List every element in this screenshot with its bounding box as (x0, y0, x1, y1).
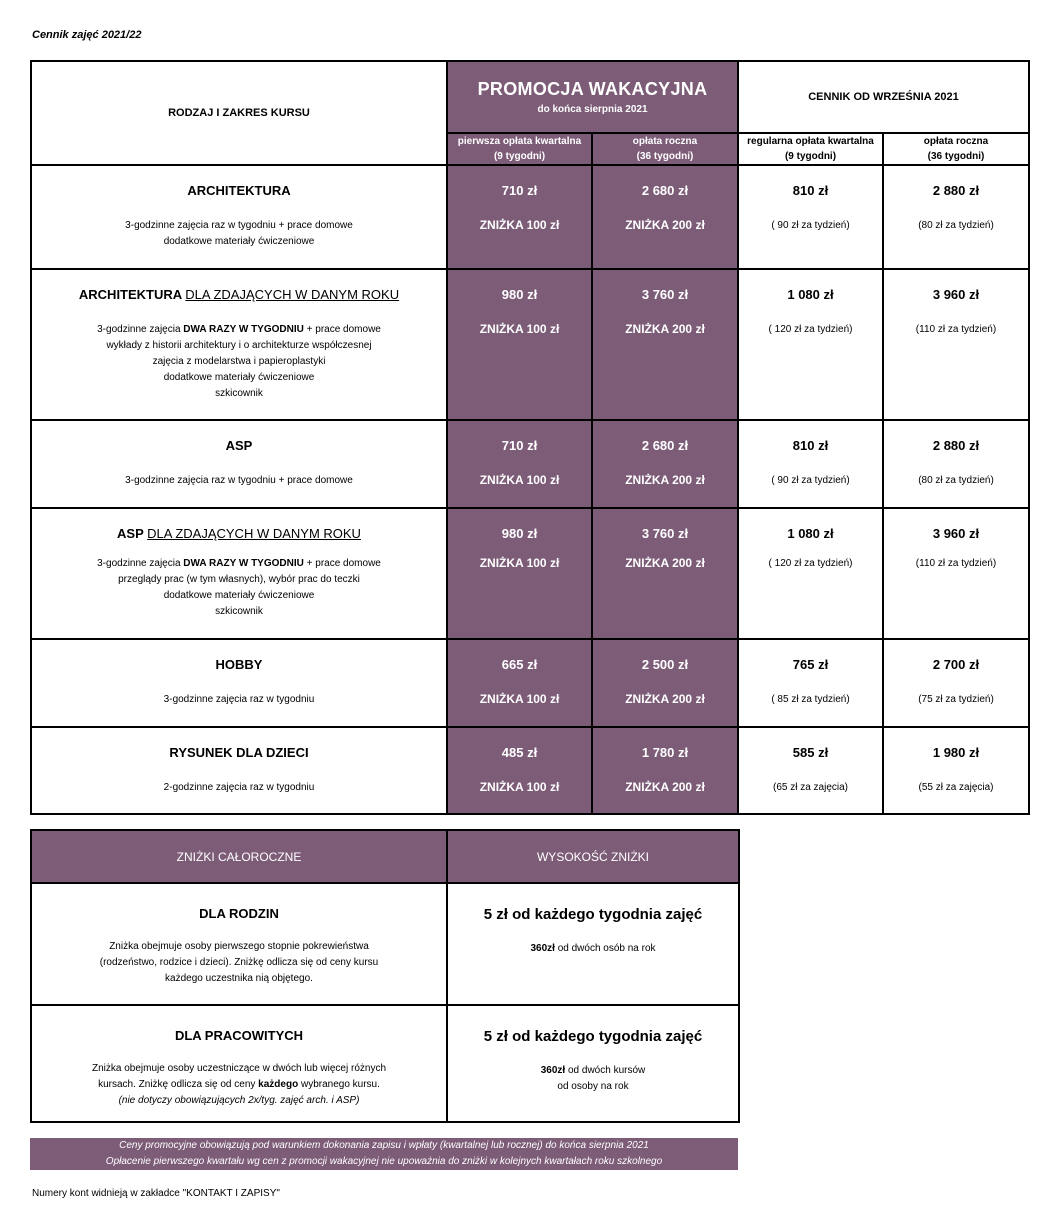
promo-quarterly-cell (447, 165, 592, 269)
family-discount-amount-cell (447, 883, 739, 1005)
price: 585 zł (792, 745, 829, 760)
price: 2 700 zł (932, 657, 980, 672)
table-row (31, 508, 1029, 639)
table-row (31, 639, 1029, 727)
regular-yearly-cell (883, 639, 1029, 727)
header-line: (36 tygodni) (927, 151, 985, 162)
price: 980 zł (501, 287, 538, 302)
regular-yearly-cell (883, 165, 1029, 269)
table-row (31, 1005, 739, 1122)
discount-badge: ZNIŻKA 100 zł (479, 473, 560, 487)
per-week: ( 120 zł za tydzień) (768, 558, 853, 569)
course-description: 3-godzinne zajęcia raz w tygodniu (163, 694, 315, 705)
document-title: Cennik zajęć 2021/22 (32, 29, 142, 41)
price: 485 zł (501, 745, 538, 760)
header-line: opłata roczna (632, 136, 698, 147)
discount-badge: ZNIŻKA 200 zł (625, 780, 705, 794)
bank-accounts-note: Numery kont widnieją w zakładce "KONTAKT I ZAPISY" (32, 1188, 280, 1199)
promo-yearly-cell (592, 727, 738, 814)
table-row (31, 165, 1029, 269)
regular-yearly-cell (883, 508, 1029, 639)
price: 2 880 zł (932, 438, 980, 453)
course-cell (31, 508, 447, 639)
promo-title: PROMOCJA WAKACYJNA (477, 79, 708, 99)
price: 2 880 zł (932, 183, 980, 198)
price: 3 960 zł (932, 287, 980, 302)
course-title: ASP (225, 438, 253, 453)
price: 980 zł (501, 526, 538, 541)
per-week: ( 90 zł za tydzień) (771, 220, 850, 231)
discount-amount-header: WYSOKOŚĆ ZNIŻKI (447, 830, 739, 883)
discount-badge: ZNIŻKA 200 zł (625, 322, 705, 336)
table-row (31, 883, 739, 1005)
footer-line: Ceny promocyjne obowiązują pod warunkiem dokonania zapisu i wpłaty (kwartalnej lub rocznej) do końca sierpnia 2021 (119, 1140, 649, 1151)
course-description: 3-godzinne zajęcia raz w tygodniu + prace domowe dodatkowe materiały ćwiczeniowe (125, 220, 353, 247)
promo-quarterly-cell (447, 269, 592, 420)
promo-quarterly-cell (447, 420, 592, 508)
per-week: ( 120 zł za tydzień) (768, 324, 853, 335)
per-week: ( 85 zł za tydzień) (771, 694, 850, 705)
discount-badge: ZNIŻKA 100 zł (479, 780, 560, 794)
hardworking-discount-amount-cell (447, 1005, 739, 1122)
discounts-header: ZNIŻKI CAŁOROCZNE (31, 830, 447, 883)
header-line: (36 tygodni) (636, 151, 694, 162)
table-row (31, 727, 1029, 814)
discount-amount: 5 zł od każdego tygodnia zajęć (483, 906, 703, 923)
regular-yearly-cell (883, 420, 1029, 508)
price: 2 680 zł (641, 438, 689, 453)
family-discount-cell (31, 883, 447, 1005)
promo-subtitle: do końca sierpnia 2021 (537, 104, 648, 115)
per-week: (110 zł za tydzień) (915, 324, 997, 335)
price-table (30, 60, 1030, 815)
discount-note: 360zł od dwóch kursów od osoby na rok (540, 1065, 646, 1092)
course-cell (31, 639, 447, 727)
discount-badge: ZNIŻKA 200 zł (625, 218, 705, 232)
price: 765 zł (792, 657, 829, 672)
course-column-header: RODZAJ I ZAKRES KURSU (31, 61, 447, 165)
header-line: (9 tygodni) (493, 151, 546, 162)
price: 3 760 zł (641, 526, 689, 541)
promo-quarterly-cell (447, 639, 592, 727)
promo-yearly-header (592, 133, 738, 165)
price: 1 780 zł (641, 745, 689, 760)
regular-quarterly-cell (738, 269, 883, 420)
regular-quarterly-cell (738, 508, 883, 639)
table-row (31, 269, 1029, 420)
course-title: ARCHITEKTURA DLA ZDAJĄCYCH W DANYM ROKU (78, 287, 400, 302)
regular-quarterly-header (738, 133, 883, 165)
table-row (31, 420, 1029, 508)
course-description: 2-godzinne zajęcia raz w tygodniu (163, 782, 315, 793)
course-cell (31, 165, 447, 269)
per-week: ( 90 zł za tydzień) (771, 475, 850, 486)
header-line: (9 tygodni) (784, 151, 837, 162)
promo-conditions-box (30, 1138, 738, 1170)
header-line: pierwsza opłata kwartalna (457, 136, 582, 147)
per-week: (55 zł za zajęcia) (918, 782, 994, 793)
discounts-table (30, 829, 740, 1123)
promo-yearly-cell (592, 639, 738, 727)
discount-badge: ZNIŻKA 100 zł (479, 322, 560, 336)
per-week: (110 zł za tydzień) (915, 558, 997, 569)
promo-yearly-cell (592, 420, 738, 508)
discount-badge: ZNIŻKA 200 zł (625, 556, 705, 570)
promo-quarterly-cell (447, 508, 592, 639)
footer-line: Opłacenie pierwszego kwartału wg cen z promocji wakacyjnej nie upoważnia do zniżki w kolejnych kwartałach roku szkolnego (105, 1156, 663, 1167)
price: 3 760 zł (641, 287, 689, 302)
course-description: 3-godzinne zajęcia raz w tygodniu + prace domowe (125, 475, 353, 486)
course-cell (31, 269, 447, 420)
discount-description: Zniżka obejmuje osoby pierwszego stopnie pokrewieństwa (rodzeństwo, rodzice i dzieci). Zniżkę odlicza się od ceny kursu każdego uczestnika nią objętego. (99, 941, 379, 984)
discount-title: DLA RODZIN (199, 906, 279, 921)
regular-quarterly-cell (738, 639, 883, 727)
regular-quarterly-cell (738, 420, 883, 508)
price: 1 980 zł (932, 745, 980, 760)
promo-yearly-cell (592, 508, 738, 639)
discount-badge: ZNIŻKA 100 zł (479, 692, 560, 706)
promo-yearly-cell (592, 269, 738, 420)
course-description: 3-godzinne zajęcia DWA RAZY W TYGODNIU + prace domowe wykłady z historii architektury i o architekturze współczesnej zajęcia z modelarstwa i papieroplastyki dodatkowe materiały ćwiczeniowe szkicownik (97, 324, 381, 399)
promo-quarterly-header (447, 133, 592, 165)
course-cell (31, 727, 447, 814)
discount-title: DLA PRACOWITYCH (174, 1028, 304, 1043)
per-week: (80 zł za tydzień) (918, 220, 994, 231)
course-title: ARCHITEKTURA (187, 183, 291, 198)
discount-badge: ZNIŻKA 100 zł (479, 218, 560, 232)
per-week: (65 zł za zajęcia) (772, 782, 849, 793)
price: 2 500 zł (641, 657, 689, 672)
price: 1 080 zł (787, 287, 834, 302)
discount-badge: ZNIŻKA 200 zł (625, 692, 705, 706)
promo-yearly-cell (592, 165, 738, 269)
regular-yearly-header (883, 133, 1029, 165)
regular-yearly-cell (883, 269, 1029, 420)
regular-quarterly-cell (738, 727, 883, 814)
price: 710 zł (501, 183, 538, 198)
discount-badge: ZNIŻKA 100 zł (479, 556, 560, 570)
price: 710 zł (501, 438, 538, 453)
course-title: RYSUNEK DLA DZIECI (169, 745, 309, 760)
per-week: (75 zł za tydzień) (918, 694, 994, 705)
per-week: (80 zł za tydzień) (918, 475, 994, 486)
price: 1 080 zł (787, 526, 834, 541)
price: 3 960 zł (932, 526, 980, 541)
price: 2 680 zł (641, 183, 689, 198)
course-title: HOBBY (215, 657, 263, 672)
course-description: 3-godzinne zajęcia DWA RAZY W TYGODNIU + prace domowe przeglądy prac (w tym własnych), wybór prac do teczki dodatkowe materiały ćwiczeniowe szkicownik (97, 558, 381, 617)
regular-quarterly-cell (738, 165, 883, 269)
discount-amount: 5 zł od każdego tygodnia zajęć (483, 1028, 703, 1045)
price: 665 zł (501, 657, 538, 672)
discount-badge: ZNIŻKA 200 zł (625, 473, 705, 487)
header-line: regularna opłata kwartalna (747, 136, 874, 147)
hardworking-discount-cell (31, 1005, 447, 1122)
price: 810 zł (792, 438, 829, 453)
course-cell (31, 420, 447, 508)
discount-description: Zniżka obejmuje osoby uczestniczące w dwóch lub więcej różnych kursach. Zniżkę odlicza się od ceny każdego wybranego kursu. (nie dotyczy obowiązujących 2x/tyg. zajęć arch. i ASP) (91, 1063, 387, 1106)
price: 810 zł (792, 183, 829, 198)
header-line: opłata roczna (923, 136, 989, 147)
regular-header: CENNIK OD WRZEŚNIA 2021 (738, 61, 1029, 133)
discount-note: 360zł od dwóch osób na rok (530, 943, 656, 954)
course-title: ASP DLA ZDAJĄCYCH W DANYM ROKU (117, 526, 361, 541)
promo-header (447, 61, 738, 133)
promo-quarterly-cell (447, 727, 592, 814)
regular-yearly-cell (883, 727, 1029, 814)
